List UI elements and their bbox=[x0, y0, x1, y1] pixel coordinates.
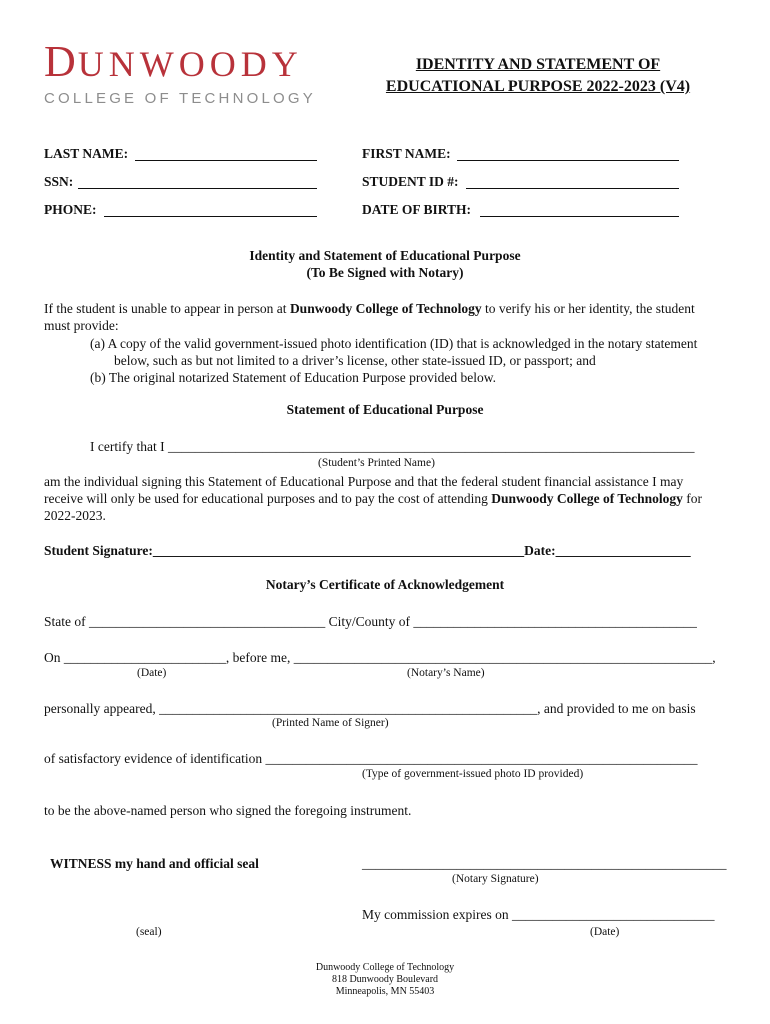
section1-subheading: (To Be Signed with Notary) bbox=[306, 265, 464, 280]
requirement-a-line1: (a) A copy of the valid government-issued photo identification (ID) that is acknowledged in the notary statement bbox=[90, 336, 698, 351]
form-title-line2: EDUCATIONAL PURPOSE 2022-2023 (V4) bbox=[385, 78, 691, 95]
notary-name-caption: (Notary’s Name) bbox=[407, 667, 485, 679]
evidence-line[interactable]: of satisfactory evidence of identification ________________________________________________________________ bbox=[44, 751, 698, 766]
college-name-bold: Dunwoody College of Technology bbox=[289, 301, 482, 316]
certify-line[interactable]: I certify that I ______________________________________________________________________________ bbox=[90, 439, 695, 454]
statement-line1: am the individual signing this Statement of Educational Purpose and that the federal student financial assistance I may bbox=[44, 474, 684, 489]
logo-initial: D bbox=[44, 37, 78, 86]
first-name-label: FIRST NAME: bbox=[362, 146, 451, 161]
college-logo bbox=[44, 37, 303, 86]
ssn-field[interactable] bbox=[78, 188, 317, 189]
student-signature-line[interactable]: Student Signature:_______________________________________________________Date:____________________ bbox=[44, 543, 691, 558]
first-name-field[interactable] bbox=[457, 160, 679, 161]
section1-heading: Identity and Statement of Educational Purpose bbox=[249, 248, 521, 263]
dob-label: DATE OF BIRTH: bbox=[362, 202, 472, 217]
requirement-b: (b) The original notarized Statement of Education Purpose provided below. bbox=[90, 370, 497, 385]
logo-wordmark: UNWOODY bbox=[77, 44, 303, 84]
ssn-label: SSN: bbox=[44, 174, 74, 189]
date-caption: (Date) bbox=[137, 667, 167, 679]
id-type-caption: (Type of government-issued photo ID provided) bbox=[362, 768, 584, 780]
student-name-caption: (Student’s Printed Name) bbox=[318, 457, 435, 469]
instrument-line: to be the above-named person who signed the foregoing instrument. bbox=[44, 803, 412, 818]
intro-line1: If the student is unable to appear in person at Dunwoody College of Technology to verify his or her identity, the student bbox=[44, 301, 695, 316]
last-name-label: LAST NAME: bbox=[44, 146, 129, 161]
intro-line2: must provide: bbox=[44, 318, 119, 333]
phone-label: PHONE: bbox=[44, 202, 97, 217]
phone-field[interactable] bbox=[104, 216, 317, 217]
statement-line3: 2022-2023. bbox=[44, 508, 106, 523]
footer-city: Minneapolis, MN 55403 bbox=[335, 986, 435, 997]
on-date-line[interactable]: On ________________________, before me, ______________________________________________________________, bbox=[44, 650, 716, 665]
seal-caption: (seal) bbox=[136, 926, 162, 938]
commission-date-caption: (Date) bbox=[590, 926, 620, 938]
state-county-line[interactable]: State of ___________________________________ City/County of __________________________________________ bbox=[44, 614, 697, 629]
dob-field[interactable] bbox=[480, 216, 679, 217]
signer-caption: (Printed Name of Signer) bbox=[272, 717, 389, 729]
requirement-a-line2: below, such as but not limited to a driver’s license, other state-issued ID, or passport; and bbox=[114, 353, 596, 368]
footer-name: Dunwoody College of Technology bbox=[315, 962, 455, 973]
notary-heading: Notary’s Certificate of Acknowledgement bbox=[265, 577, 505, 592]
section2-heading: Statement of Educational Purpose bbox=[286, 402, 484, 417]
witness-text: WITNESS my hand and official seal bbox=[50, 856, 259, 871]
student-id-label: STUDENT ID #: bbox=[362, 174, 459, 189]
notary-signature-caption: (Notary Signature) bbox=[452, 873, 539, 885]
statement-line2: receive will only be used for educational purposes and to pay the cost of attending Dunwoody College of Technology for bbox=[44, 491, 703, 506]
footer-address bbox=[0, 962, 770, 998]
footer-street: 818 Dunwoody Boulevard bbox=[331, 974, 439, 985]
logo-subtitle: COLLEGE OF TECHNOLOGY bbox=[44, 90, 316, 107]
commission-expires-line[interactable]: My commission expires on ______________________________ bbox=[362, 907, 715, 922]
last-name-field[interactable] bbox=[135, 160, 317, 161]
student-id-field[interactable] bbox=[466, 188, 679, 189]
notary-signature-line[interactable]: ______________________________________________________ bbox=[362, 856, 727, 871]
form-title-line1: IDENTITY AND STATEMENT OF bbox=[415, 56, 661, 73]
personally-appeared-line[interactable]: personally appeared, ________________________________________________________, and provided to me on basis bbox=[44, 701, 696, 716]
